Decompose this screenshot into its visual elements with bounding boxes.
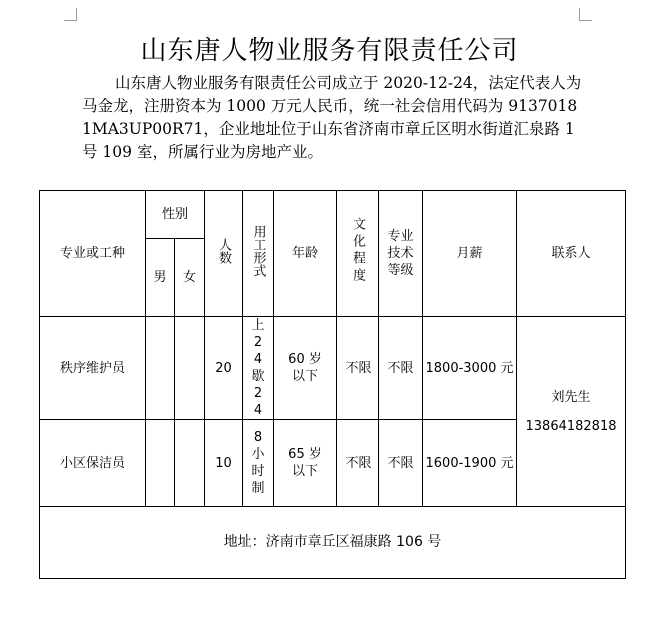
row-1-female <box>175 317 205 420</box>
header-contact: 联系人 <box>517 191 626 317</box>
page-corner-mark-top-left <box>64 8 77 21</box>
header-job: 专业或工种 <box>40 191 146 317</box>
header-employment-form: 用工形式 <box>243 191 274 317</box>
row-1-male <box>146 317 175 420</box>
row-2-job: 小区保洁员 <box>40 420 146 507</box>
row-2-age: 65 岁以下 <box>274 420 337 507</box>
company-intro: 山东唐人物业服务有限责任公司成立于 2020-12-24，法定代表人为马金龙，注册资本为 1000 万元人民币，统一社会信用代码为 91370181MA3UP00R71，企业地址位于山东省济南市章丘区明水街道汇泉路 1 号 109 室，所属行业为房地产业。 <box>82 74 582 161</box>
page-corner-mark-top-right <box>579 8 592 21</box>
row-2-employment-form: 8小时制 <box>243 420 274 507</box>
header-male: 男 <box>146 239 175 317</box>
contact-cell <box>517 317 626 507</box>
row-1-count: 20 <box>205 317 243 420</box>
company-title: 山东唐人物业服务有限责任公司 <box>140 36 519 66</box>
header-salary: 月薪 <box>423 191 517 317</box>
row-2-count: 10 <box>205 420 243 507</box>
row-1-skill-level: 不限 <box>379 317 423 420</box>
header-skill-level: 专业技术等级 <box>379 191 423 317</box>
address-cell: 地址：济南市章丘区福康路 106 号 <box>40 507 626 579</box>
row-2-female <box>175 420 205 507</box>
row-1-employment-form: 上24歇24 <box>243 317 274 420</box>
header-count: 人数 <box>205 191 243 317</box>
row-1-education: 不限 <box>337 317 379 420</box>
contact-name: 刘先生 <box>551 389 591 405</box>
row-1-job: 秩序维护员 <box>40 317 146 420</box>
row-1-salary: 1800-3000 元 <box>423 317 517 420</box>
header-education: 文化程度 <box>337 191 379 317</box>
recruitment-table <box>39 190 626 579</box>
row-2-skill-level: 不限 <box>379 420 423 507</box>
header-female: 女 <box>175 239 205 317</box>
row-2-education: 不限 <box>337 420 379 507</box>
contact-phone: 13864182818 <box>525 418 617 434</box>
row-2-male <box>146 420 175 507</box>
header-age: 年龄 <box>274 191 337 317</box>
header-gender: 性别 <box>146 191 205 239</box>
row-2-salary: 1600-1900 元 <box>423 420 517 507</box>
row-1-age: 60 岁以下 <box>274 317 337 420</box>
